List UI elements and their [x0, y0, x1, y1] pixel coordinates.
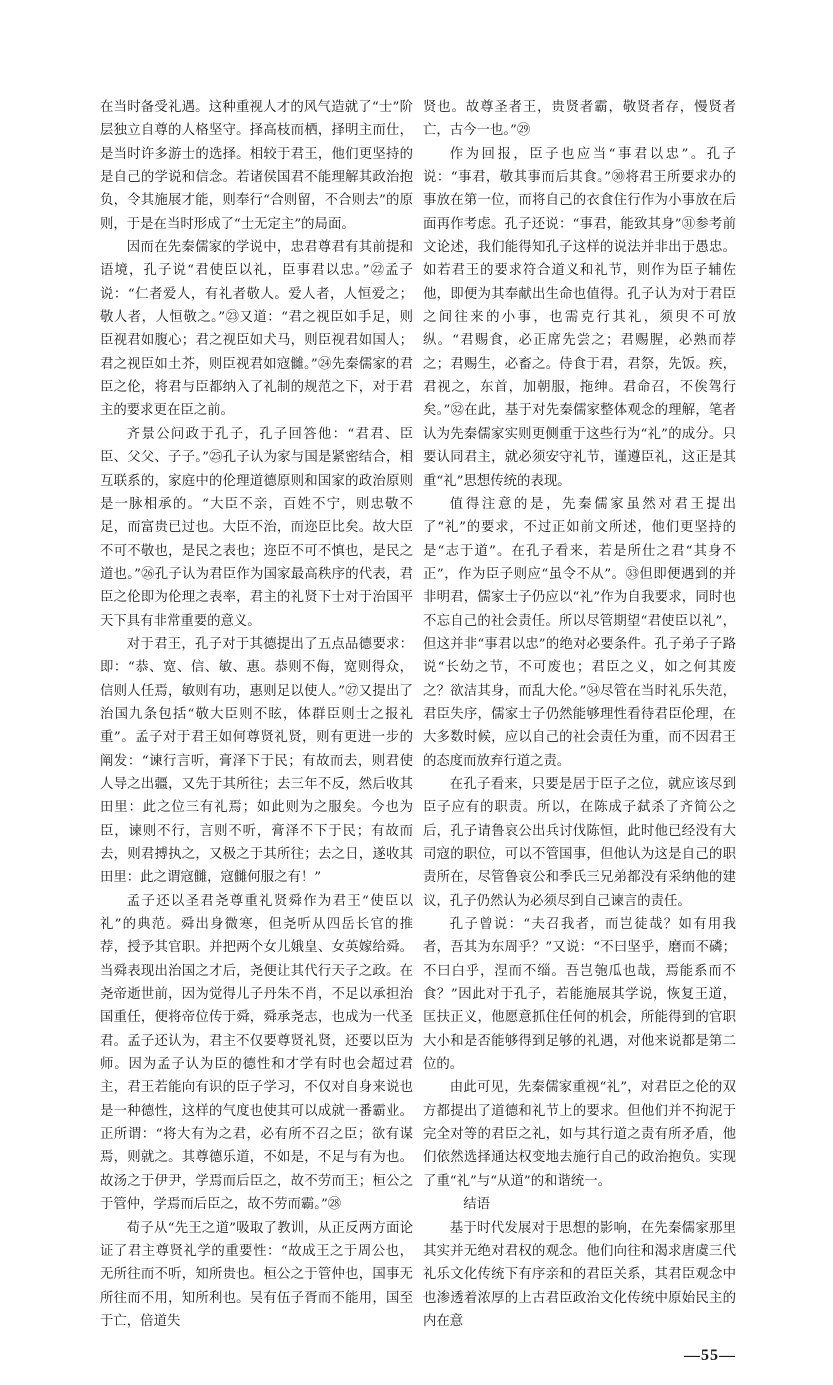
left-column [100, 96, 413, 1333]
page-number: —55— [684, 1347, 736, 1365]
paragraph: 对于君王，孔子对于其德提出了五点品德要求：即：“恭、宽、信、敏、惠。恭则不侮，宽则得众，信则人任焉，敏则有功，惠则足以使人。”㉗又提出了治国九条包括“敬大臣则不眩，体群臣则士之报礼重”。孟子对于君王如何尊贤礼贤，则有更进一步的阐发：“谏行言听，膏泽下于民；有故而去，则君使人导之出疆，又先于其所往；去三年不反，然后收其田里：此之位三有礼焉；如此则为之服矣。今也为臣，谏则不行，言则不听，膏泽不下于民；有故而去，则君搏执之，又极之于其所往；去之日，遂收其田里：此之谓寇雠，寇雠何服之有！” [100, 636, 413, 886]
paragraph: 在孔子看来，只要是居于臣子之位，就应该尽到臣子应有的职责。所以，在陈成子弑杀了齐简公之后，孔子请鲁哀公出兵讨伐陈恒，此时他已经没有大司寇的职位，可以不管国事，但他认为这是自己的职责所在，尽管鲁哀公和季氏三兄弟都没有采纳他的建议，孔子仍然认为必须尽到自己谏言的责任。 [423, 776, 736, 909]
paragraph: 在当时备受礼遇。这种重视人才的风气造就了“士”阶层独立自尊的人格坚守。择高枝而栖，择明主而仕，是当时许多游士的选择。相较于君王，他们更坚持的是自己的学说和信念。若诸侯国君不能理解其政治抱负，令其施展才能，则奉行“合则留，不合则去”的原则，于是在当时形成了“士无定主”的局面。 [100, 100, 413, 232]
right-column [423, 96, 736, 1333]
paragraph: 齐景公问政于孔子，孔子回答他：“君君、臣臣、父父、子子。”㉕孔子认为家与国是紧密结合，相互联系的，家庭中的伦理道德原则和国家的政治原则是一脉相承的。“大臣不亲，百姓不宁，则忠敬不足，而富贵已过也。大臣不治，而迩臣比矣。故大臣不可不敬也，是民之表也；迩臣不可不慎也，是民之道也。”㉖孔子认为君臣作为国家最高秩序的代表，君臣之伦即为伦理之表率，君主的礼贤下士对于治国平天下具有非常重要的意义。 [100, 426, 413, 629]
paragraph: 孟子还以圣君尧尊重礼贤舜作为君王“使臣以礼”的典范。舜出身微寒，但尧听从四岳长官的推荐，授予其官职。并把两个女儿娥皇、女英嫁给舜。当舜表现出治国之才后，尧便让其代行天子之政。在尧帝逝世前，因为觉得儿子丹朱不肖，不足以承担治国重任，便将帝位传于舜，舜承尧志，也成为一代圣君。孟子还认为，君主不仅要尊贤礼贤，还要以臣为师。因为孟子认为臣的德性和才学有时也会超过君主，君王若能向有识的臣子学习，不仅对自身来说也是一种德性，这样的气度也使其可以成就一番霸业。正所谓：“将大有为之君，必有所不召之臣；欲有谋焉，则就之。其尊德乐道，不如是，不足与有为也。故汤之于伊尹，学焉而后臣之，故不劳而王；桓公之于管仲，学焉而后臣之，故不劳而霸。”㉘ [100, 893, 413, 1213]
columns [100, 96, 736, 1333]
paragraph: 贤也。故尊圣者王，贵贤者霸，敬贤者存，慢贤者亡，古今一也。”㉙ [423, 100, 736, 139]
paragraph: 值得注意的是，先秦儒家虽然对君王提出了“礼”的要求，不过正如前文所述，他们更坚持的是“志于道”。在孔子看来，若是所仕之君“其身不正”，作为臣子则应“虽令不从”。㉝但即便遇到的并非明君，儒家士子仍应以“礼”作为自我要求，同时也不忘自己的社会责任。所以尽管期望“君使臣以礼”，但这并非“事君以忠”的绝对必要条件。孔子弟子子路说“长幼之节，不可废也；君臣之义，如之何其废之？欲洁其身，而乱大伦。”㉞尽管在当时礼乐失范，君臣失序，儒家士子仍然能够理性看待君臣伦理，在大多数时候，应以自己的社会责任为重，而不因君王的态度而放弃行道之责。 [423, 496, 736, 769]
paragraph: 基于时代发展对于思想的影响，在先秦儒家那里其实并无绝对君权的观念。他们向往和渴求唐虞三代礼乐文化传统下有序亲和的君臣关系，其君臣观念中也渗透着浓厚的上古君臣政治文化传统中原始民主的内在意 [423, 1220, 736, 1329]
paragraph: 荀子从“先王之道”吸取了教训，从正反两方面论证了君主尊贤礼学的重要性：“故成王之于周公也，无所往而不听，知所贵也。桓公之于管仲也，国事无所往而不用，知所利也。吴有伍子胥而不能用，国至于亡，倍道失 [100, 1220, 413, 1329]
section-heading-conclusion: 结语 [463, 1197, 490, 1213]
paragraph: 因而在先秦儒家的学说中，忠君尊君有其前提和语境，孔子说“君使臣以礼，臣事君以忠。”㉒孟子说：“仁者爱人，有礼者敬人。爱人者，人恒爱之；敬人者，人恒敬之。”㉓又道：“君之视臣如手足，则臣视君如腹心；君之视臣如犬马，则臣视君如国人；君之视臣如土芥，则臣视君如寇雠。”㉔先秦儒家的君臣之伦，将君与臣都纳入了礼制的规范之下，对于君主的要求更在臣之前。 [100, 240, 413, 419]
paragraph: 作为回报，臣子也应当“事君以忠”。孔子说：“事君，敬其事而后其食。”㉚将君王所要求办的事放在第一位，而将自己的衣食住行作为小事放在后面再作考虑。孔子还说：“事君，能致其身”㉛参考前文论述，我们能得知孔子这样的说法并非出于愚忠。如若君王的要求符合道义和礼节，则作为臣子辅佐他，即便为其奉献出生命也值得。孔子认为对于君臣之间往来的小事，也需克行其礼，须臾不可放纵。“君赐食，必正席先尝之；君赐腥，必熟而荐之；君赐生，必畜之。侍食于君，君祭，先饭。疾，君视之，东首，加朝服，拖绅。君命召，不俟驾行矣。”㉜在此，基于对先秦儒家整体观念的理解，笔者认为先秦儒家实则更侧重于这些行为“礼”的成分。只要认同君主，就必须安守礼节，谨遵臣礼，这正是其重“礼”思想传统的表现。 [423, 146, 736, 489]
paragraph: 孔子曾说：“夫召我者，而岂徒哉？如有用我者，吾其为东周乎？”又说：“不曰坚乎，磨而不磷；不曰白乎，涅而不缁。吾岂匏瓜也哉，焉能系而不食？”因此对于孔子，若能施展其学说，恢复王道，匡扶正义，他愿意抓住任何的机会，所能得到的官职大小和是否能够得到足够的礼遇，对他来说都是第二位的。 [423, 917, 736, 1073]
paragraph: 由此可见，先秦儒家重视“礼”，对君臣之伦的双方都提出了道德和礼节上的要求。但他们并不拘泥于完全对等的君臣之礼，如与其行道之责有所矛盾，他们依然选择通达权变地去施行自己的政治抱负。实现了重“礼”与“从道”的和谐统一。 [423, 1080, 736, 1189]
